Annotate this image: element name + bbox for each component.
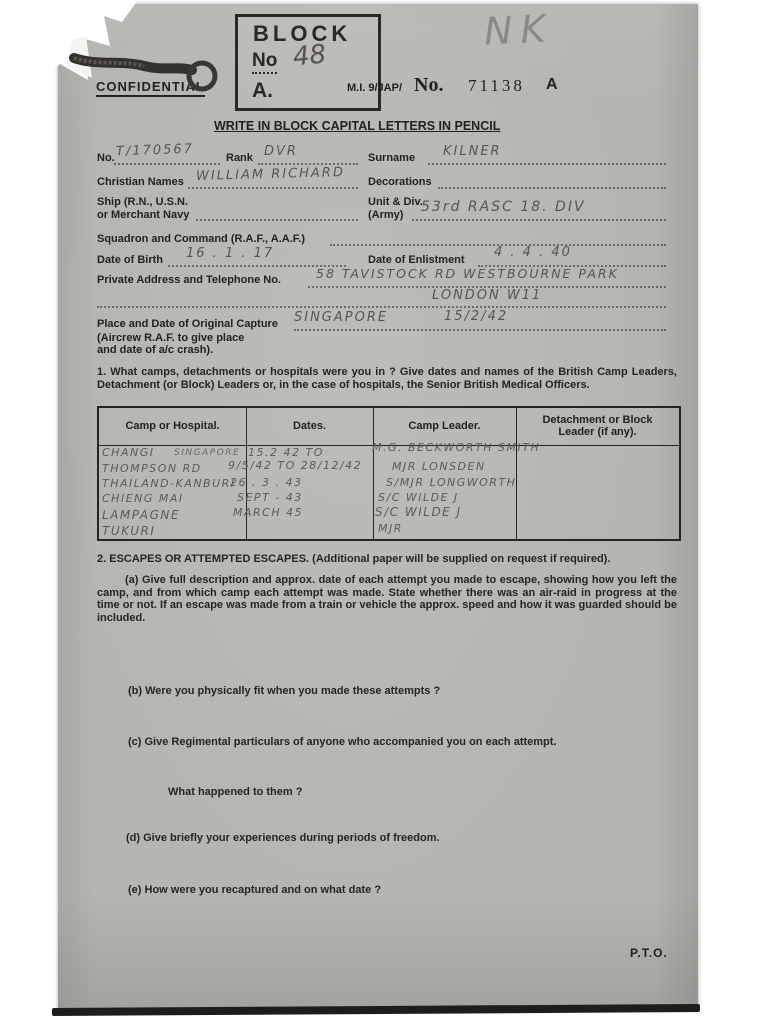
field-capture-place-value: SINGAPORE: [294, 310, 389, 325]
section-2b-text: (b) Were you physically fit when you made these attempts ?: [128, 685, 441, 697]
table-row-camp: TUKURI: [102, 524, 156, 538]
confidential-marking: CONFIDENTIAL: [96, 79, 205, 97]
field-enlistment-value: 4 . 4 . 40: [494, 245, 572, 260]
table-row-dates: MARCH 45: [233, 506, 304, 519]
table-row-camp: CHIENG MAI: [102, 492, 184, 505]
field-no-value: T/170567: [115, 141, 195, 160]
section-2c-followup-text: What happened to them ?: [168, 786, 303, 798]
table-column-border: [516, 408, 517, 539]
field-decorations-label: Decorations: [368, 176, 432, 188]
section-2c-text: (c) Give Regimental particulars of anyone who accompanied you on each attempt.: [128, 736, 557, 748]
field-address-value-line1: 58 TAVISTOCK RD WESTBOURNE PARK: [316, 266, 619, 281]
field-unit-div-label-line1: Unit & Div.: [368, 196, 423, 208]
table-row-leader: M.G. BECKWORTH SMITH: [372, 441, 541, 454]
question-1-text: 1. What camps, detachments or hospitals were you in ? Give dates and names of the British Camp Leaders, Detachment (or Block) Leaders or, in the case of hospitals, the Senior British Medical Officers.: [97, 366, 677, 391]
table-header-camp: Camp or Hospital.: [125, 420, 220, 432]
table-row-leader: S/C WILDE J: [375, 505, 462, 519]
table-header-detachment: Detachment or Block Leader (if any).: [542, 414, 653, 438]
serial-number: 71138: [468, 76, 525, 95]
table-row-camp: CHANGI: [102, 446, 155, 459]
stamp-block-text: BLOCK: [253, 21, 352, 46]
table-header-leader: Camp Leader.: [408, 420, 481, 432]
form-instruction-heading: WRITE IN BLOCK CAPITAL LETTERS IN PENCIL: [214, 119, 501, 133]
field-capture-date-value: 15/2/42: [444, 309, 509, 324]
table-row-dates: SEPT - 43: [237, 491, 303, 504]
table-row-camp: THOMPSON RD: [102, 462, 202, 475]
section-2a-text: (a) Give full description and approx. date of each attempt you made to escape, showing how you left the camp, and from which camp each attempt was made. State whether there was an air-raid in progress at the time or not. If an escape was made from a train or vehicle the approx. speed and how it was guarded should be included.: [97, 574, 677, 624]
table-row-camp: LAMPAGNE: [102, 508, 180, 522]
field-enlistment-label: Date of Enlistment: [368, 254, 465, 266]
field-no-label: No.: [97, 152, 115, 164]
field-squadron-label: Squadron and Command (R.A.F., A.A.F.): [97, 233, 305, 245]
table-row-dates: 26 . 3 . 43: [230, 476, 303, 489]
field-address-label: Private Address and Telephone No.: [97, 274, 281, 286]
table-row-dates: 15.2 42 TO: [248, 446, 324, 459]
field-unit-div-value: 53rd RASC 18. DIV: [421, 199, 586, 215]
field-rank-value: DVR: [264, 144, 298, 159]
field-capture-note-line2: and date of a/c crash).: [97, 344, 214, 356]
table-row-leader: MJR: [378, 522, 403, 535]
field-ship-label-line2: or Merchant Navy: [97, 209, 190, 221]
stamp-a-text: A.: [252, 79, 273, 102]
section-2-heading: 2. ESCAPES OR ATTEMPTED ESCAPES. (Additional paper will be supplied on request if required).: [97, 553, 611, 565]
field-surname-value: KILNER: [443, 144, 502, 159]
stamp-no-label: No: [252, 50, 277, 74]
table-header-dates: Dates.: [292, 420, 327, 432]
field-unit-div-label-line2: (Army): [368, 209, 404, 221]
table-row-dates: 9/5/42 TO 28/12/42: [228, 459, 363, 472]
section-2d-text: (d) Give briefly your experiences during periods of freedom.: [126, 832, 440, 844]
serial-no-label: No.: [414, 74, 444, 96]
table-row-leader: S/C WILDE J: [378, 491, 459, 504]
field-capture-note-line1: (Aircrew R.A.F. to give place: [97, 332, 245, 344]
stamp-block-number-handwritten: 48: [291, 39, 328, 73]
field-surname-label: Surname: [368, 152, 416, 164]
field-dob-label: Date of Birth: [97, 254, 163, 266]
serial-suffix: A: [546, 76, 558, 93]
field-capture-label: Place and Date of Original Capture: [97, 318, 278, 330]
table-row-leader: MJR LONSDEN: [392, 460, 486, 473]
field-address-value-line2: LONDON W11: [432, 288, 543, 303]
pencil-annotation: NK: [482, 6, 555, 54]
field-christian-names-label: Christian Names: [97, 176, 184, 188]
table-row-camp: THAILAND-KANBURI: [102, 477, 236, 490]
section-2e-text: (e) How were you recaptured and on what date ?: [128, 884, 382, 896]
field-rank-label: Rank: [226, 152, 253, 164]
table-row-camp-note: SINGAPORE: [174, 448, 241, 458]
serial-prefix: M.I. 9/JAP/: [347, 82, 403, 94]
block-number-stamp: [235, 14, 381, 111]
pto-marking: P.T.O.: [630, 946, 668, 960]
field-christian-names-value: WILLIAM RICHARD: [195, 165, 346, 184]
table-row-leader: S/MJR LONGWORTH: [386, 476, 517, 489]
field-dob-value: 16 . 1 . 17: [186, 246, 275, 261]
field-ship-label-line1: Ship (R.N., U.S.N.: [97, 196, 189, 208]
